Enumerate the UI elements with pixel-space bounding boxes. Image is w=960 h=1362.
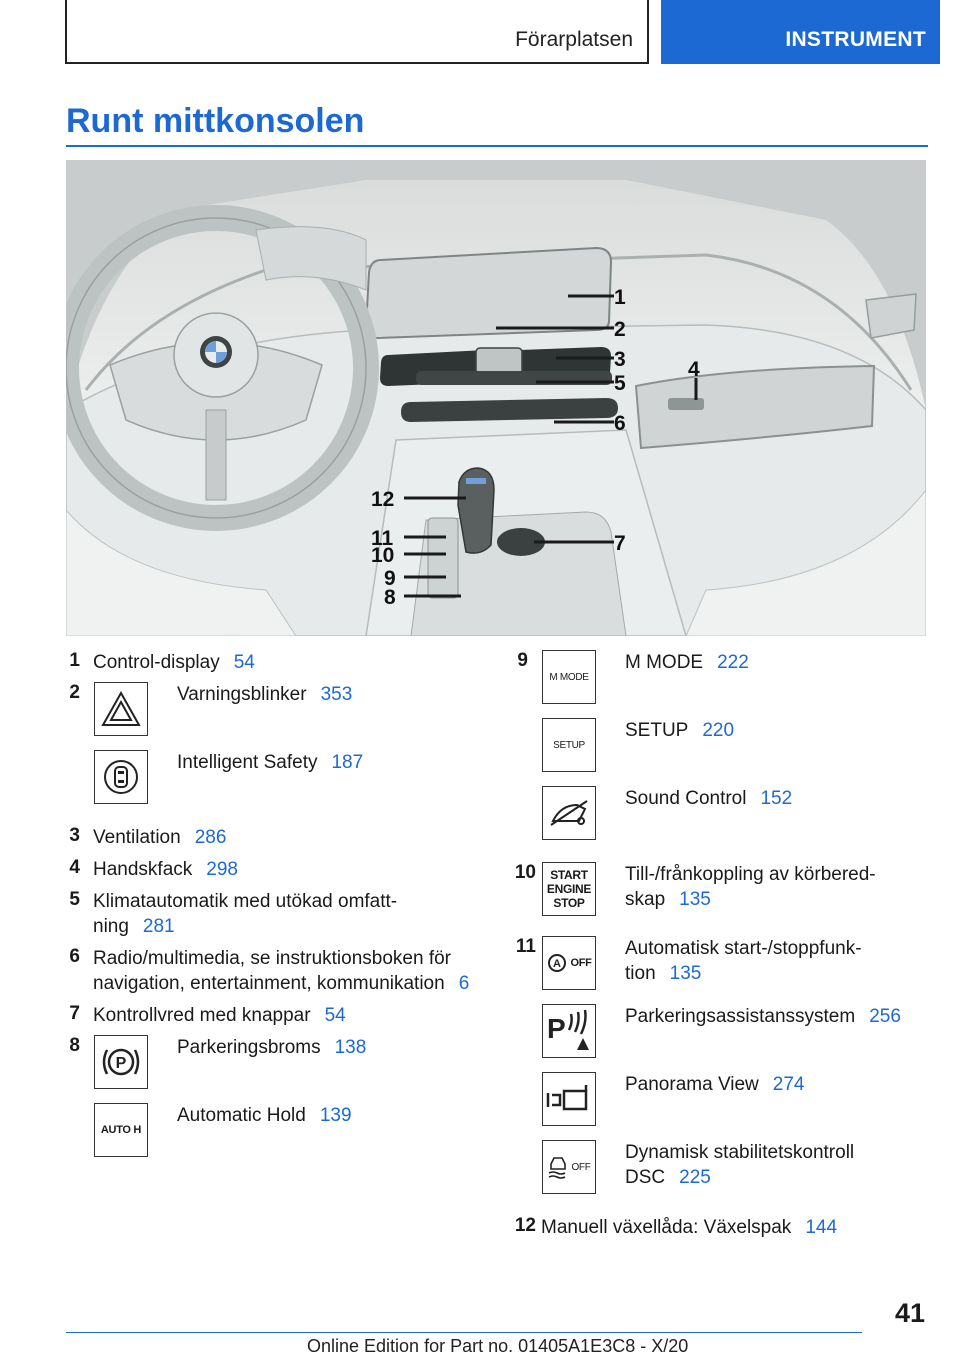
svg-text:P: P (115, 1055, 127, 1072)
item-number: 9 (517, 650, 528, 671)
page-link[interactable]: 187 (331, 752, 364, 773)
item-number: 8 (69, 1035, 80, 1056)
page-link[interactable]: 256 (869, 1006, 901, 1027)
m-mode-icon: M MODE (542, 650, 596, 704)
legend-item-sound-control: Sound Control 152 (625, 788, 793, 809)
legend-item-parking-brake: Parkeringsbroms 138 (177, 1037, 367, 1058)
chapter-tab[interactable] (661, 0, 940, 64)
page-link[interactable]: 135 (679, 889, 711, 910)
item-number: 12 (514, 1215, 536, 1236)
legend-item-climate: Klimatautomatik med utökad omfatt- ning 281 (93, 891, 398, 937)
hazard-icon (94, 682, 148, 736)
page-link[interactable]: 225 (679, 1167, 711, 1188)
page-link[interactable]: 353 (320, 684, 353, 705)
dsc-off-icon: OFF (542, 1140, 596, 1194)
page-link[interactable]: 135 (669, 963, 702, 984)
page-link[interactable]: 139 (319, 1105, 352, 1126)
page-number: 41 (894, 1298, 925, 1328)
center-console-illustration (66, 160, 926, 636)
page-link[interactable]: 274 (772, 1074, 805, 1095)
legend-item-auto-start-stop: Automatisk start-/stoppfunk- tion 135 (625, 938, 862, 984)
item-number: 5 (69, 889, 80, 910)
page-link[interactable]: 54 (324, 1005, 346, 1026)
legend-item-control-display: Control-display 54 (93, 652, 255, 673)
park-assist-icon (542, 1004, 596, 1058)
legend-item-intelligent-safety: Intelligent Safety 187 (177, 752, 364, 773)
legend-item-dsc: Dynamisk stabilitetskontroll DSC 225 (625, 1142, 855, 1188)
item-number: 4 (69, 857, 80, 878)
callout-6: 6 (614, 412, 626, 435)
chapter-label: INSTRUMENT (785, 28, 926, 51)
item-number: 3 (69, 825, 80, 846)
callout-11: 11 (371, 527, 394, 550)
page-link[interactable]: 286 (194, 827, 227, 848)
parking-brake-icon (94, 1035, 148, 1089)
page-link[interactable]: 298 (206, 859, 238, 880)
callout-5: 5 (614, 372, 626, 395)
panorama-view-icon (542, 1072, 596, 1126)
svg-text:P: P (547, 1013, 566, 1044)
setup-icon: SETUP (542, 718, 596, 772)
item-number: 6 (69, 946, 80, 967)
page-link[interactable]: 220 (702, 720, 735, 741)
page-title: Runt mittkonsolen (66, 102, 365, 140)
legend-item-m-mode: M MODE 222 (625, 652, 749, 673)
legend-item-glovebox: Handskfack 298 (93, 859, 238, 880)
callout-2: 2 (614, 318, 626, 341)
item-number: 2 (69, 682, 80, 703)
item-number: 7 (69, 1003, 80, 1024)
svg-text:A: A (553, 958, 562, 970)
callout-12: 12 (371, 488, 395, 511)
legend-item-panorama-view: Panorama View 274 (625, 1074, 805, 1095)
callout-7: 7 (614, 532, 626, 555)
legend-item-radio: Radio/multimedia, se instruktionsboken för navigation, entertainment, kommunikation 6 (93, 948, 470, 994)
callout-10: 10 (371, 544, 395, 567)
sound-control-icon (542, 786, 596, 840)
start-engine-stop-icon: START ENGINE STOP (542, 862, 596, 916)
callout-3: 3 (614, 348, 626, 371)
item-number: 11 (515, 936, 536, 957)
legend-item-gear-lever: Manuell växellåda: Växelspak 144 (541, 1217, 838, 1238)
item-number: 1 (69, 650, 80, 671)
page-link[interactable]: 138 (334, 1037, 367, 1058)
footer-text: Online Edition for Part no. 01405A1E3C8 - X/20 (307, 1336, 689, 1356)
item-number: 10 (514, 862, 536, 883)
callout-9: 9 (384, 567, 396, 590)
legend-item-controller: Kontrollvred med knappar 54 (93, 1005, 346, 1026)
callout-8: 8 (384, 586, 396, 609)
page-link[interactable]: 281 (142, 916, 175, 937)
page-link[interactable]: 222 (717, 652, 749, 673)
section-tab (65, 0, 649, 64)
callout-4: 4 (688, 358, 700, 381)
legend-item-hazard: Varningsblinker 353 (177, 684, 353, 705)
legend-item-start-stop: Till-/frånkoppling av körbered- skap 135 (625, 864, 876, 910)
legend-item-ventilation: Ventilation 286 (93, 827, 227, 848)
title-rule (66, 145, 928, 147)
footer-rule (66, 1332, 862, 1333)
legend-item-auto-hold: Automatic Hold 139 (177, 1105, 352, 1126)
page-link[interactable]: 54 (233, 652, 255, 673)
legend-item-setup: SETUP 220 (625, 720, 735, 741)
section-label: Förarplatsen (515, 28, 633, 51)
legend-item-park-assist: Parkeringsassistanssystem 256 (625, 1006, 901, 1027)
auto-hold-icon: AUTO H (94, 1103, 148, 1157)
callout-1: 1 (614, 286, 626, 309)
page-link[interactable]: 152 (760, 788, 793, 809)
page-link[interactable]: 6 (458, 973, 470, 994)
intelligent-safety-icon (94, 750, 148, 804)
page-link[interactable]: 144 (805, 1217, 838, 1238)
auto-start-stop-off-icon: A OFF (542, 936, 596, 990)
